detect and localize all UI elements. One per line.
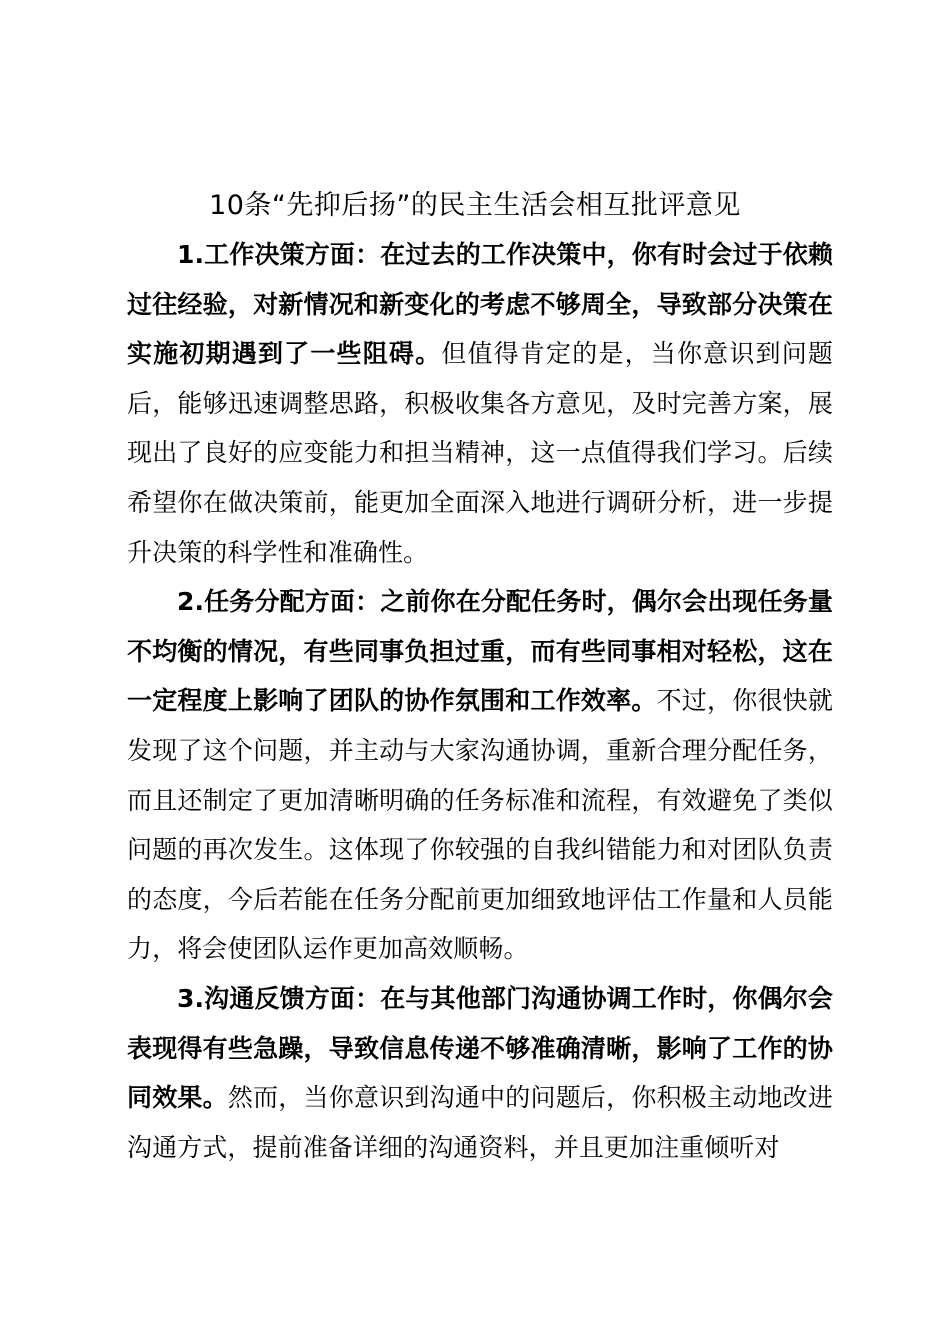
paragraph-heading: 1.工作决策方面：在过去的工作决策中，你有时会过于依赖过往经验，对新情况和新变化的考虑不够周全，导致部分决策在实施初期遇到了一些阻碍。 xyxy=(127,240,833,369)
paragraph-work-decision xyxy=(127,230,833,577)
paragraph-communication xyxy=(127,974,833,1172)
paragraph-text: 不过，你很快就发现了这个问题，并主动与大家沟通协调，重新合理分配任务，而且还制定了更加清晰明确的任务标准和流程，有效避免了类似问题的再次发生。这体现了你较强的自我纠错能力和对团队负责的态度，今后若能在任务分配前更加细致地评估工作量和人员能力，将会使团队运作更加高效顺畅。 xyxy=(127,686,834,964)
paragraph-text: 但值得肯定的是，当你意识到问题后，能够迅速调整思路，积极收集各方意见，及时完善方案，展现出了良好的应变能力和担当精神，这一点值得我们学习。后续希望你在做决策前，能更加全面深入地进行调研分析，进一步提升决策的科学性和准确性。 xyxy=(127,339,833,567)
paragraph-heading: 3.沟通反馈方面：在与其他部门沟通协调工作时，你偶尔会表现得有些急躁，导致信息传递不够准确清晰，影响了工作的协同效果。 xyxy=(127,983,833,1113)
paragraph-heading: 2.任务分配方面：之前你在分配任务时，偶尔会出现任务量不均衡的情况，有些同事负担过重，而有些同事相对轻松，这在一定程度上影响了团队的协作氛围和工作效率。 xyxy=(127,587,833,716)
paragraph-text: 然而，当你意识到沟通中的问题后，你积极主动地改进沟通方式，提前准备详细的沟通资料，并且更加注重倾听对 xyxy=(127,1083,833,1162)
document-title: 10条“先抑后扬”的民主生活会相互批评意见 xyxy=(209,190,741,221)
document-body xyxy=(127,230,833,1172)
paragraph-task-allocation xyxy=(127,577,833,974)
